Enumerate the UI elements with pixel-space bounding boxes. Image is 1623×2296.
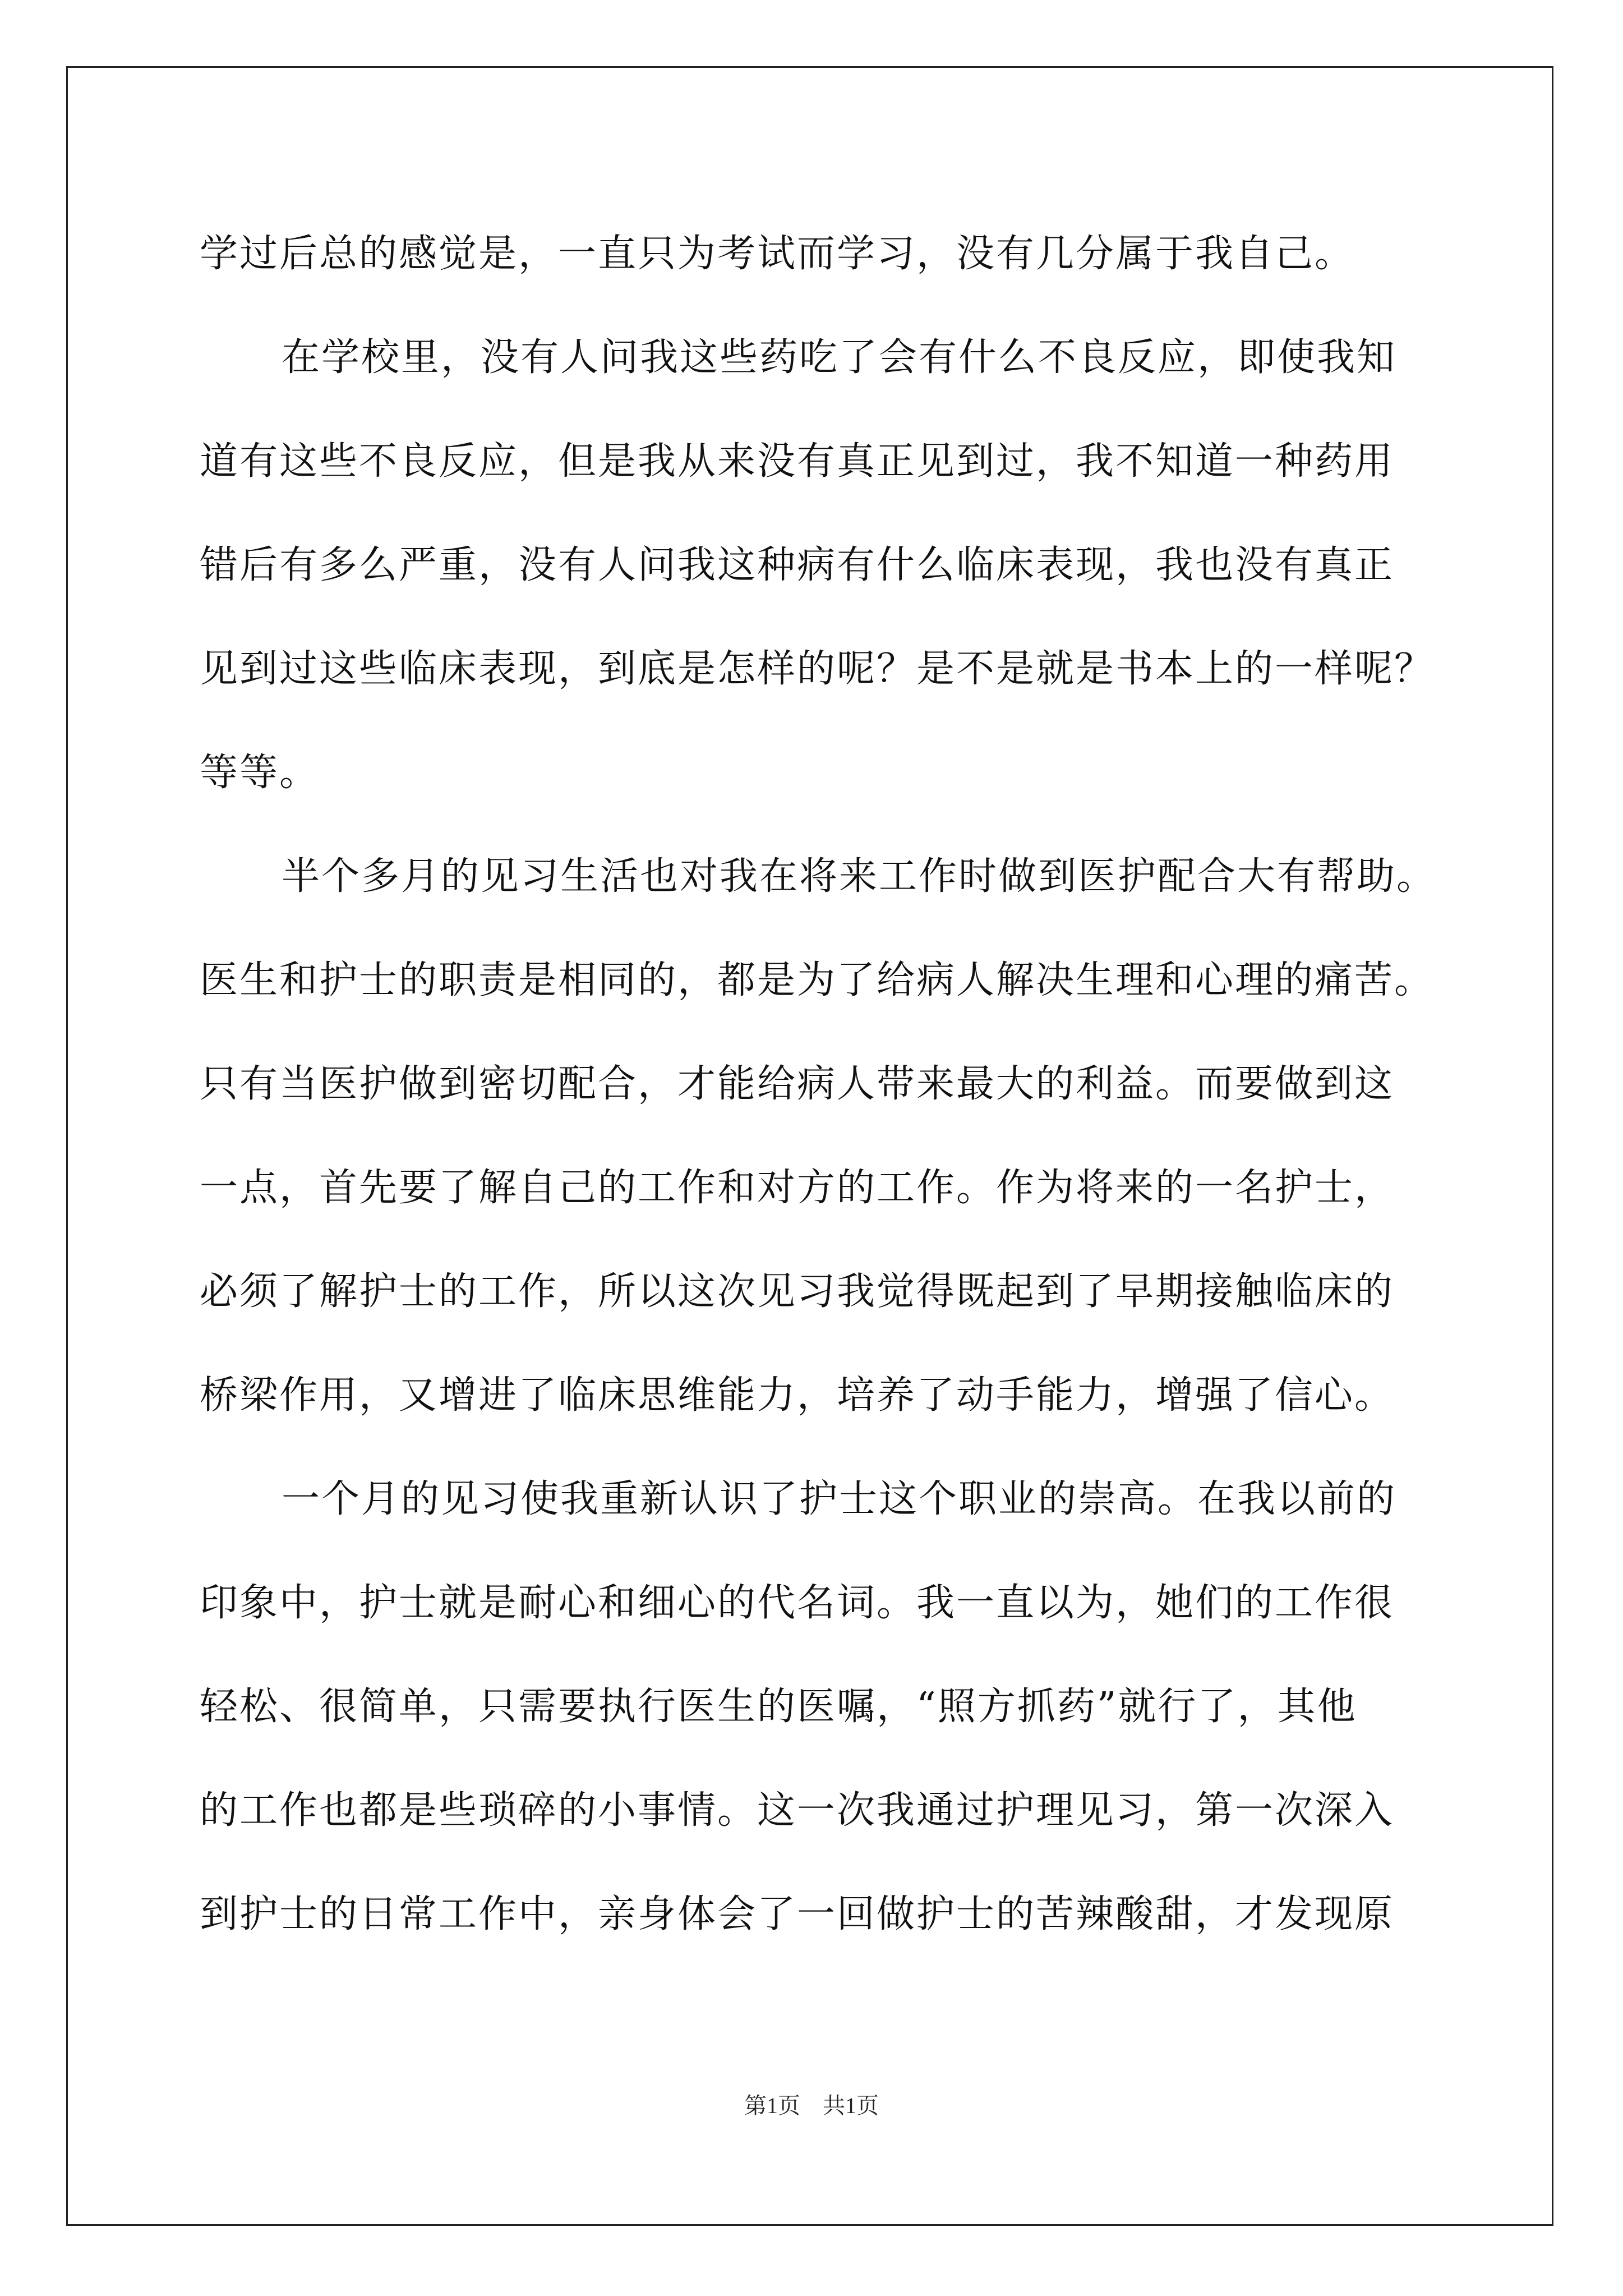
text-line: 只有当医护做到密切配合，才能给病人带来最大的利益。而要做到这 xyxy=(200,1062,1395,1106)
text-line: 到护士的日常工作中，亲身体会了一回做护士的苦辣酸甜，才发现原 xyxy=(200,1892,1395,1936)
text-line: 半个多月的见习生活也对我在将来工作时做到医护配合大有帮助。 xyxy=(282,854,1437,899)
text-line: 医生和护士的职责是相同的，都是为了给病人解决生理和心理的痛苦。 xyxy=(200,958,1435,1002)
text-line: 轻松、很简单，只需要执行医生的医嘱，“照方抓药”就行了，其他 xyxy=(200,1685,1357,1729)
document-body xyxy=(200,202,1437,1966)
text-line: 等等。 xyxy=(200,751,320,795)
text-line: 的工作也都是些琐碎的小事情。这一次我通过护理见习，第一次深入 xyxy=(200,1788,1395,1833)
text-line: 桥梁作用，又增进了临床思维能力，培养了动手能力，增强了信心。 xyxy=(200,1373,1395,1418)
page-number-footer: 第1页 共1页 xyxy=(744,2093,879,2118)
text-line: 印象中，护士就是耐心和细心的代名词。我一直以为，她们的工作很 xyxy=(200,1581,1395,1625)
text-line: 见到过这些临床表现，到底是怎样的呢？是不是就是书本上的一样呢？ xyxy=(200,647,1435,691)
text-line: 一点，首先要了解自己的工作和对方的工作。作为将来的一名护士， xyxy=(200,1166,1395,1210)
text-line: 错后有多么严重，没有人问我这种病有什么临床表现，我也没有真正 xyxy=(200,543,1395,587)
text-line: 道有这些不良反应，但是我从来没有真正见到过，我不知道一种药用 xyxy=(200,439,1395,484)
text-line: 必须了解护士的工作，所以这次见习我觉得既起到了早期接触临床的 xyxy=(200,1269,1395,1314)
text-line: 学过后总的感觉是，一直只为考试而学习，没有几分属于我自己。 xyxy=(200,232,1355,276)
text-line: 在学校里，没有人问我这些药吃了会有什么不良反应，即使我知 xyxy=(282,335,1397,380)
text-line: 一个月的见习使我重新认识了护士这个职业的崇高。在我以前的 xyxy=(282,1477,1397,1521)
